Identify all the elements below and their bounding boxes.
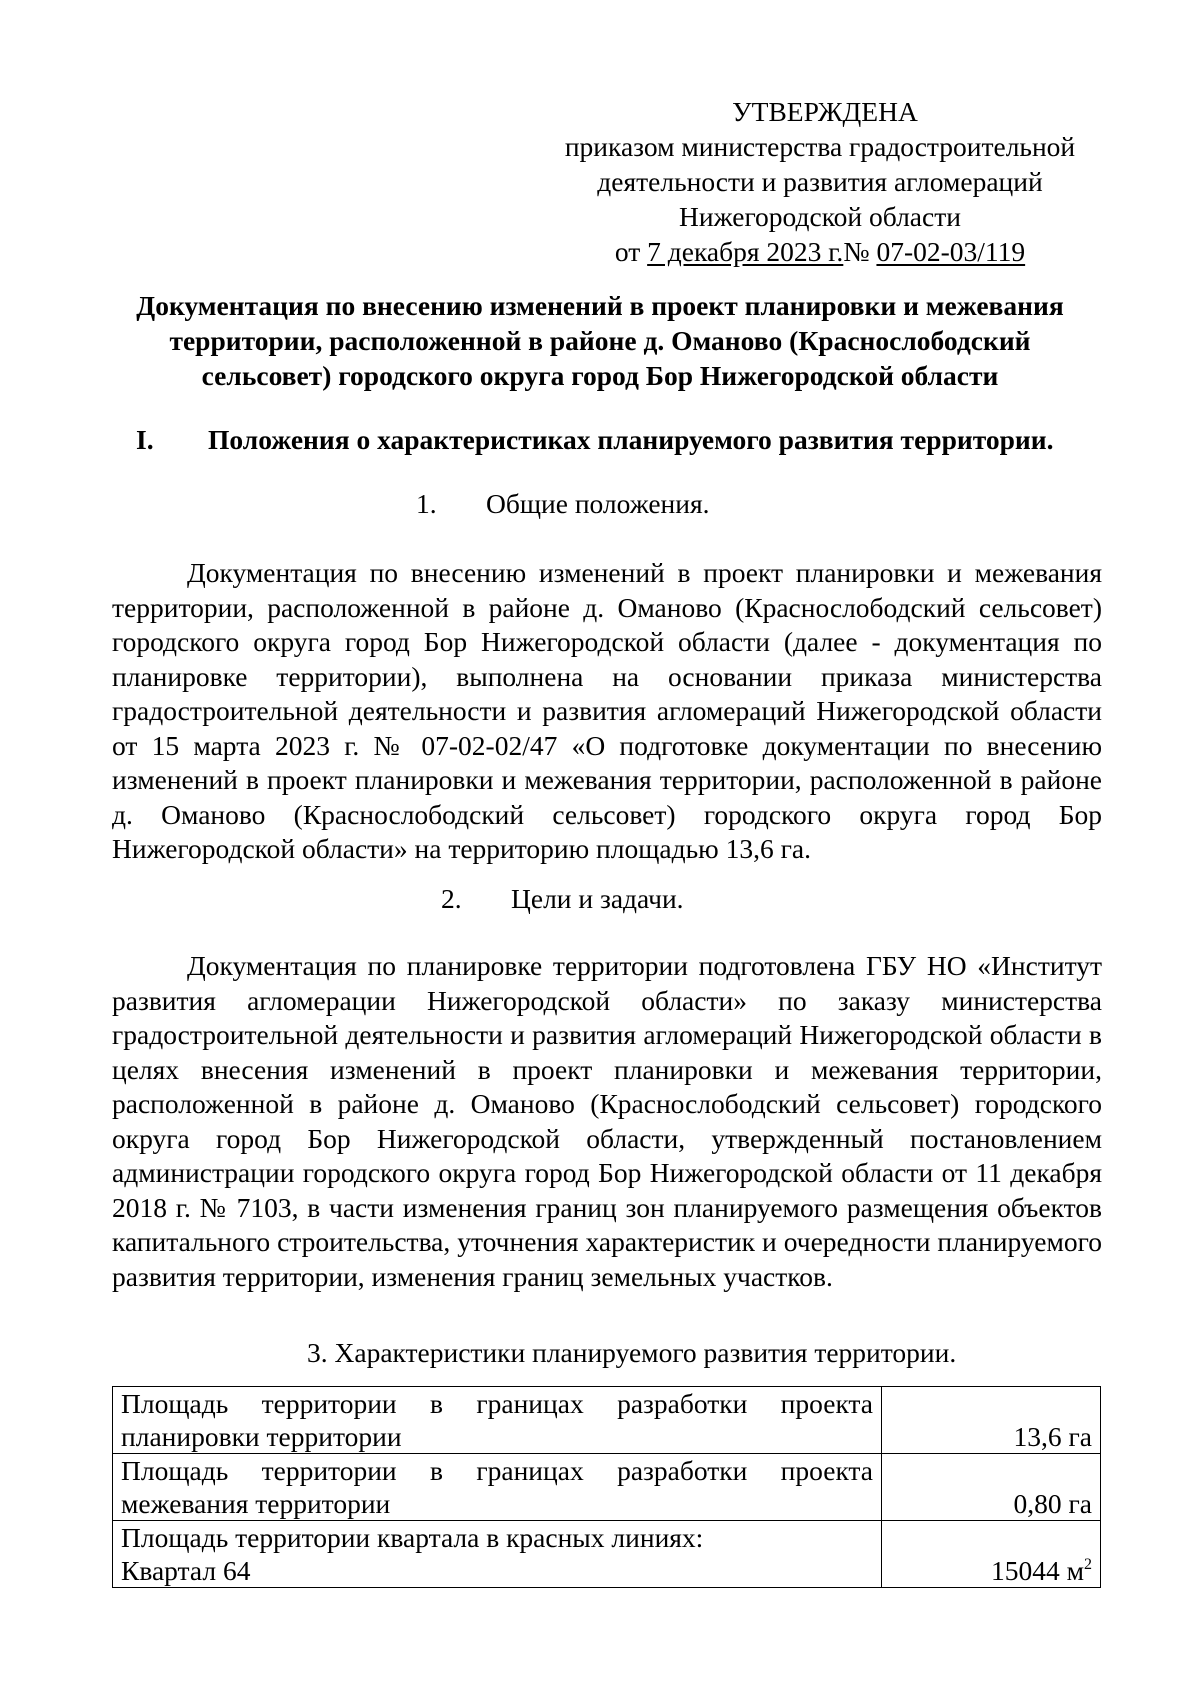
- subheading-number: 1.: [416, 488, 437, 519]
- table-row: [113, 1454, 1101, 1521]
- approval-date-line: [540, 234, 1100, 269]
- row-name-line-1: Площадь территории в границах разработки проекта: [121, 1455, 873, 1486]
- approval-date: 7 декабря 2023 г.: [647, 236, 844, 267]
- subheading-number: 2.: [441, 883, 462, 914]
- approval-line-2: деятельности и развития агломераций: [597, 166, 1043, 197]
- row-value-superscript: 2: [1084, 1556, 1092, 1573]
- table-row: [113, 1521, 1101, 1588]
- approval-heading: УТВЕРЖДЕНА: [732, 96, 918, 127]
- row-name-line-1: Площадь территории в границах разработки проекта: [121, 1388, 873, 1419]
- table-cell-name: [113, 1521, 882, 1588]
- table-cell-name: [113, 1454, 882, 1521]
- row-name-line-2: Квартал 64: [121, 1555, 251, 1586]
- row-name-line-2: планировки территории: [121, 1421, 402, 1452]
- approval-line-1: приказом министерства градостроительной: [564, 131, 1076, 162]
- paragraph-goals: Документация по планировке территории подготовлена ГБУ НО «Институт развития агломерации Нижегородской области» по заказу министерства градостроительной деятельности и развития агломераций Нижегородской области в целях внесения изменений в проект планировки и межевания территории, расположенной в районе д. Оманово (Краснослободский сельсовет) городского округа город Бор Нижегородской области, утвержденный постановлением администрации городского округа город Бор Нижегородской области от 11 декабря 2018 г. № 7103, в части изменения границ зон планируемого размещения объектов капитального строительства, уточнения характеристик и очередности планируемого развития территории, изменения границ земельных участков.: [112, 950, 1102, 1292]
- characteristics-table: [112, 1386, 1101, 1588]
- title-line-2: территории, расположенной в районе д. Омановo (Краснослободский: [169, 325, 1031, 356]
- approval-date-prefix: от: [614, 236, 648, 267]
- table-row: [113, 1387, 1101, 1454]
- approval-stamp: [540, 94, 1100, 269]
- row-name-line-2: межевания территории: [121, 1488, 391, 1519]
- table-cell-value: 13,6 га: [882, 1387, 1101, 1454]
- title-line-1: Документация по внесению изменений в проект планировки и межевания: [136, 290, 1064, 321]
- paragraph-general: Документация по внесению изменений в проект планировки и межевания территории, расположенной в районе д. Оманово (Краснослободский сельсовет) городского округа город Бор Нижегородской области (далее - документация по планировке территории), выполнена на основании приказа министерства градостроительной деятельности и развития агломераций Нижегородской области от 15 марта 2023 г. № 07-02-02/47 «О подготовке документации по внесению изменений в проект планировки и межевания территории, расположенной в районе д. Оманово (Краснослободский сельсовет) городского округа город Бор Нижегородской области» на территорию площадью 13,6 га.: [112, 557, 1102, 864]
- row-value: 15044 м: [990, 1555, 1084, 1586]
- approval-number-prefix: №: [843, 236, 877, 267]
- row-name-line-1: Площадь территории квартала в красных линиях:: [121, 1522, 704, 1553]
- document-title: [100, 288, 1100, 393]
- approval-line-3: Нижегородской области: [679, 201, 961, 232]
- table-cell-name: [113, 1387, 882, 1454]
- subheading-characteristics: 3. Характеристики планируемого развития территории.: [307, 1337, 957, 1368]
- table-cell-value: 0,80 га: [882, 1454, 1101, 1521]
- section-number: I.: [136, 424, 154, 455]
- subheading-title: Общие положения.: [486, 488, 710, 519]
- table-cell-value: [882, 1521, 1101, 1588]
- section-title: Положения о характеристиках планируемого развития территории.: [208, 424, 1054, 455]
- subheading-title: Цели и задачи.: [511, 883, 684, 914]
- title-line-3: сельсовет) городского округа город Бор Нижегородской области: [201, 360, 999, 391]
- approval-number: 07-02-03/119: [876, 236, 1026, 267]
